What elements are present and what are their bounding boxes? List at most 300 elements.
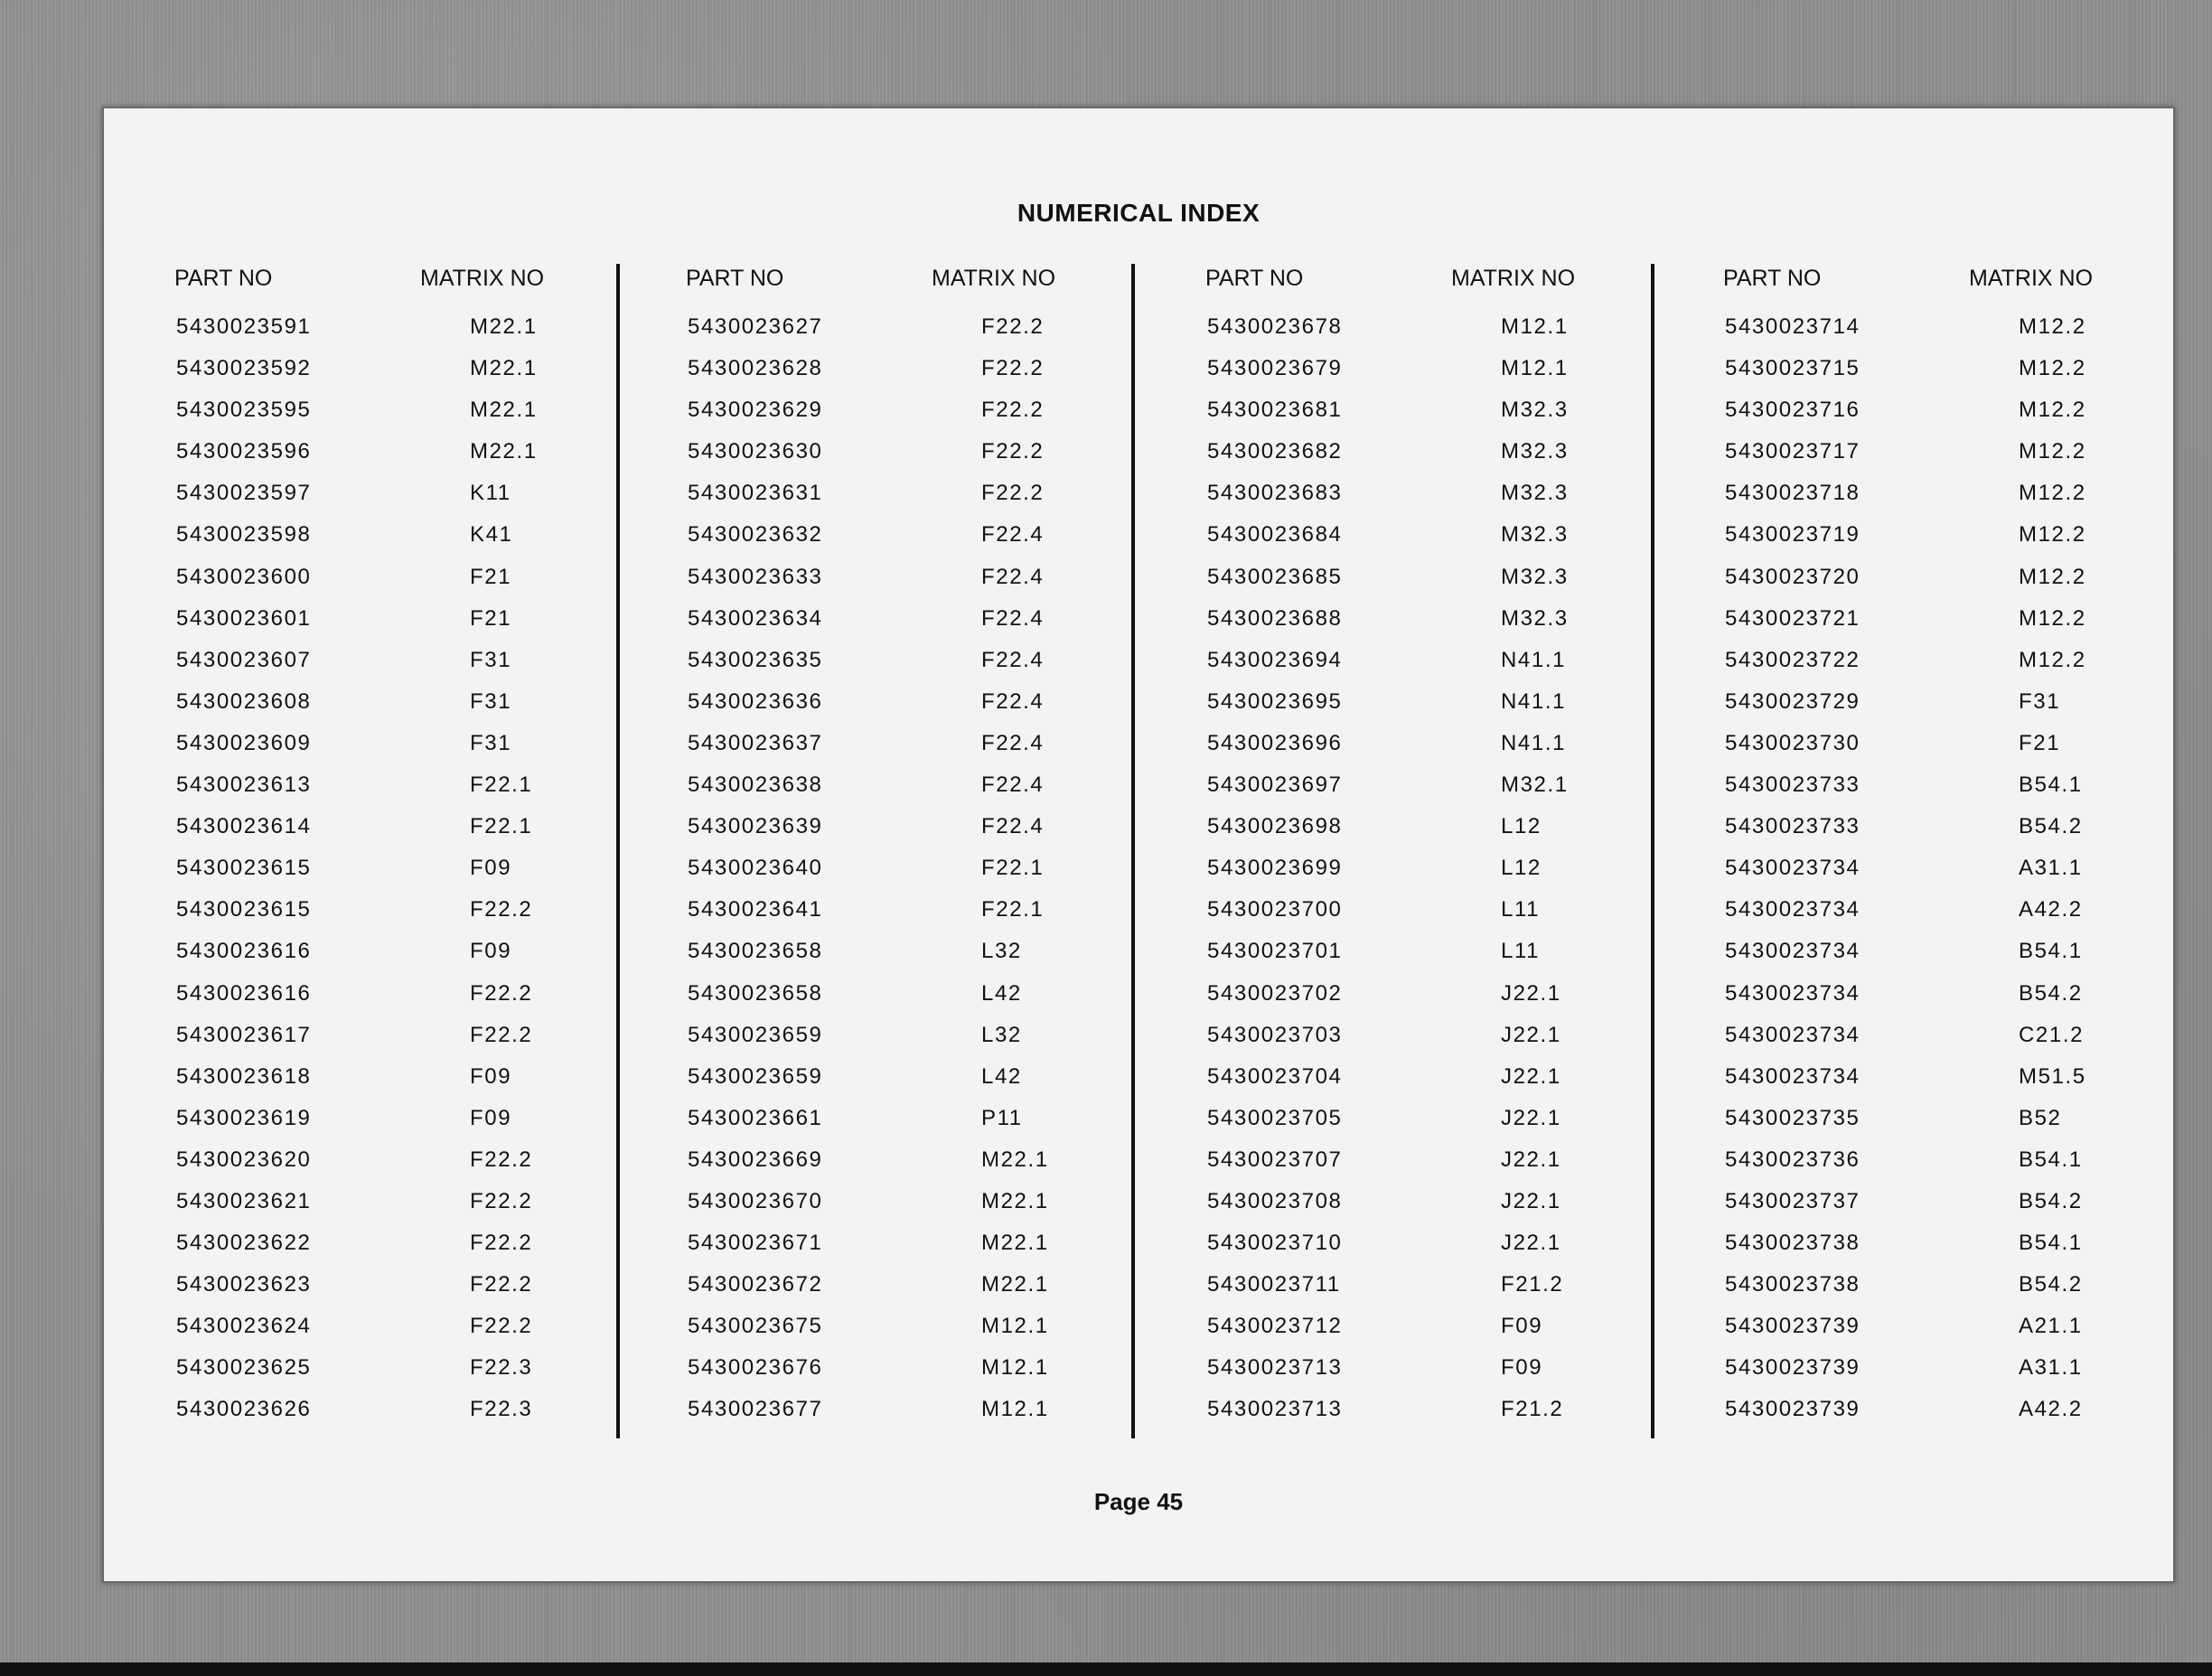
table-row — [1723, 1223, 2212, 1265]
scanner-edge — [0, 1662, 2212, 1676]
table-row — [1205, 473, 1711, 515]
table-row — [686, 932, 1192, 973]
table-row — [174, 890, 680, 932]
part-number: 5430023719 — [1725, 522, 1861, 548]
matrix-number: A21.1 — [2019, 1314, 2083, 1339]
table-row — [686, 1099, 1192, 1140]
table-row — [1723, 1140, 2212, 1182]
matrix-number: M12.1 — [1501, 356, 1569, 381]
part-number: 5430023629 — [688, 398, 823, 423]
table-row — [174, 1306, 680, 1348]
matrix-number: B54.1 — [2019, 1147, 2083, 1172]
table-row — [686, 974, 1192, 1016]
table-row — [1205, 515, 1711, 557]
matrix-number: F21.2 — [1501, 1272, 1564, 1297]
table-row — [1205, 724, 1711, 765]
part-number: 5430023707 — [1207, 1147, 1343, 1172]
part-number: 5430023697 — [1207, 772, 1343, 798]
table-row — [686, 1265, 1192, 1306]
matrix-number: A31.1 — [2019, 1355, 2083, 1381]
part-number: 5430023630 — [688, 439, 823, 464]
matrix-number: J22.1 — [1501, 1231, 1561, 1256]
matrix-number: F09 — [470, 1105, 512, 1130]
part-number: 5430023708 — [1207, 1188, 1343, 1213]
table-row — [1205, 848, 1711, 890]
table-row — [1723, 432, 2212, 473]
table-row — [1205, 1390, 1711, 1431]
part-number: 5430023734 — [1725, 856, 1861, 881]
table-row — [1723, 974, 2212, 1016]
part-number: 5430023734 — [1725, 980, 1861, 1006]
table-row — [174, 307, 680, 349]
matrix-number: M32.3 — [1501, 481, 1569, 506]
table-row — [174, 932, 680, 973]
matrix-number: F22.1 — [981, 856, 1045, 881]
part-number: 5430023669 — [688, 1147, 823, 1172]
part-number: 5430023675 — [688, 1314, 823, 1339]
table-row — [1723, 1057, 2212, 1099]
part-number: 5430023608 — [176, 688, 312, 714]
matrix-number: F09 — [1501, 1314, 1543, 1339]
part-number: 5430023596 — [176, 439, 312, 464]
matrix-number: M12.2 — [2019, 647, 2086, 672]
part-number: 5430023704 — [1207, 1063, 1343, 1089]
part-number: 5430023671 — [688, 1231, 823, 1256]
table-row — [1205, 1099, 1711, 1140]
table-row — [686, 1390, 1192, 1431]
matrix-number: F22.2 — [981, 314, 1045, 339]
table-row — [686, 848, 1192, 890]
table-row — [174, 599, 680, 641]
index-rows — [1205, 307, 1711, 1432]
matrix-number: F22.4 — [981, 772, 1045, 798]
part-number: 5430023712 — [1207, 1314, 1343, 1339]
part-number: 5430023625 — [176, 1355, 312, 1381]
table-row — [1205, 1016, 1711, 1057]
part-number: 5430023734 — [1725, 1022, 1861, 1047]
part-number: 5430023658 — [688, 980, 823, 1006]
table-row — [1723, 1099, 2212, 1140]
table-row — [174, 1016, 680, 1057]
matrix-number: L11 — [1501, 939, 1541, 964]
table-row — [1205, 974, 1711, 1016]
matrix-number: J22.1 — [1501, 1188, 1561, 1213]
part-number: 5430023713 — [1207, 1397, 1343, 1422]
matrix-number: M12.2 — [2019, 398, 2086, 423]
part-number: 5430023739 — [1725, 1397, 1861, 1422]
matrix-number: F22.4 — [981, 814, 1045, 839]
table-row — [686, 515, 1192, 557]
part-number: 5430023626 — [176, 1397, 312, 1422]
matrix-number: F09 — [1501, 1355, 1543, 1381]
part-number: 5430023681 — [1207, 398, 1343, 423]
part-number: 5430023622 — [176, 1231, 312, 1256]
table-row — [174, 349, 680, 390]
matrix-number: M22.1 — [981, 1272, 1049, 1297]
table-row — [174, 724, 680, 765]
table-row — [1723, 1348, 2212, 1390]
matrix-number: F21.2 — [1501, 1397, 1564, 1422]
matrix-no-header: MATRIX NO — [420, 266, 545, 291]
part-number: 5430023620 — [176, 1147, 312, 1172]
part-number: 5430023598 — [176, 522, 312, 548]
part-number: 5430023710 — [1207, 1231, 1343, 1256]
index-column-4 — [1723, 260, 2212, 1432]
table-row — [1723, 1182, 2212, 1223]
matrix-number: F31 — [2019, 688, 2061, 714]
part-number: 5430023640 — [688, 856, 823, 881]
part-number: 5430023637 — [688, 730, 823, 755]
part-number: 5430023711 — [1207, 1272, 1341, 1297]
matrix-no-header: MATRIX NO — [1451, 266, 1576, 291]
part-number: 5430023631 — [688, 481, 823, 506]
part-number: 5430023595 — [176, 398, 312, 423]
matrix-number: F09 — [470, 939, 512, 964]
table-row — [174, 515, 680, 557]
column-header — [1723, 260, 2212, 307]
table-row — [174, 1182, 680, 1223]
table-row — [174, 1099, 680, 1140]
table-row — [1205, 1057, 1711, 1099]
table-row — [686, 557, 1192, 599]
matrix-number: F22.2 — [470, 1272, 533, 1297]
part-number: 5430023705 — [1207, 1105, 1343, 1130]
part-number: 5430023609 — [176, 730, 312, 755]
table-row — [1205, 349, 1711, 390]
matrix-number: M12.2 — [2019, 356, 2086, 381]
table-row — [174, 682, 680, 724]
part-no-header: PART NO — [1205, 266, 1304, 291]
part-number: 5430023677 — [688, 1397, 823, 1422]
part-number: 5430023636 — [688, 688, 823, 714]
part-number: 5430023678 — [1207, 314, 1343, 339]
table-row — [1723, 1265, 2212, 1306]
table-row — [1723, 724, 2212, 765]
table-row — [1205, 1306, 1711, 1348]
table-row — [686, 307, 1192, 349]
document-page — [102, 107, 2175, 1583]
matrix-number: A42.2 — [2019, 1397, 2083, 1422]
table-row — [1205, 807, 1711, 848]
table-row — [686, 1016, 1192, 1057]
table-row — [1205, 1348, 1711, 1390]
matrix-number: B54.1 — [2019, 939, 2083, 964]
table-row — [686, 1306, 1192, 1348]
matrix-number: F31 — [470, 647, 512, 672]
matrix-number: B54.1 — [2019, 1231, 2083, 1256]
matrix-number: M32.3 — [1501, 522, 1569, 548]
matrix-number: M12.2 — [2019, 605, 2086, 631]
matrix-number: F22.2 — [470, 1231, 533, 1256]
table-row — [1205, 682, 1711, 724]
matrix-number: K11 — [470, 481, 511, 506]
column-divider — [1651, 264, 1654, 1438]
table-row — [174, 432, 680, 473]
part-number: 5430023661 — [688, 1105, 823, 1130]
matrix-number: M12.2 — [2019, 481, 2086, 506]
part-number: 5430023614 — [176, 814, 312, 839]
part-number: 5430023628 — [688, 356, 823, 381]
table-row — [1205, 1182, 1711, 1223]
table-row — [174, 473, 680, 515]
part-number: 5430023702 — [1207, 980, 1343, 1006]
table-row — [686, 390, 1192, 432]
matrix-number: J22.1 — [1501, 980, 1561, 1006]
table-row — [1205, 641, 1711, 682]
matrix-number: F09 — [470, 1063, 512, 1089]
part-number: 5430023635 — [688, 647, 823, 672]
table-row — [1205, 1265, 1711, 1306]
part-number: 5430023592 — [176, 356, 312, 381]
matrix-number: L42 — [981, 1063, 1022, 1089]
table-row — [1723, 1306, 2212, 1348]
table-row — [686, 1057, 1192, 1099]
table-row — [1723, 349, 2212, 390]
part-number: 5430023616 — [176, 939, 312, 964]
table-row — [686, 765, 1192, 807]
matrix-number: F22.3 — [470, 1397, 533, 1422]
matrix-number: F21 — [2019, 730, 2061, 755]
table-row — [1723, 1390, 2212, 1431]
matrix-number: M51.5 — [2019, 1063, 2086, 1089]
part-number: 5430023700 — [1207, 897, 1343, 922]
part-number: 5430023685 — [1207, 564, 1343, 589]
matrix-no-header: MATRIX NO — [932, 266, 1056, 291]
table-row — [686, 807, 1192, 848]
table-row — [686, 1348, 1192, 1390]
part-number: 5430023607 — [176, 647, 312, 672]
table-row — [686, 1182, 1192, 1223]
table-row — [174, 641, 680, 682]
matrix-number: J22.1 — [1501, 1147, 1561, 1172]
part-number: 5430023672 — [688, 1272, 823, 1297]
column-header — [686, 260, 1192, 307]
page-number: Page 45 — [1093, 1488, 1184, 1515]
table-row — [1723, 1016, 2212, 1057]
table-row — [686, 432, 1192, 473]
matrix-number: M22.1 — [470, 356, 538, 381]
table-row — [686, 682, 1192, 724]
matrix-number: M12.2 — [2019, 439, 2086, 464]
matrix-number: M22.1 — [470, 314, 538, 339]
part-number: 5430023601 — [176, 605, 312, 631]
part-number: 5430023618 — [176, 1063, 312, 1089]
part-number: 5430023682 — [1207, 439, 1343, 464]
matrix-number: F22.2 — [981, 439, 1045, 464]
matrix-number: N41.1 — [1501, 647, 1567, 672]
part-number: 5430023734 — [1725, 939, 1861, 964]
part-number: 5430023597 — [176, 481, 312, 506]
table-row — [686, 890, 1192, 932]
table-row — [174, 848, 680, 890]
index-column-1 — [174, 260, 680, 1432]
table-row — [686, 1140, 1192, 1182]
table-row — [174, 1140, 680, 1182]
matrix-number: M22.1 — [470, 439, 538, 464]
matrix-number: L32 — [981, 1022, 1022, 1047]
table-row — [686, 473, 1192, 515]
part-number: 5430023730 — [1725, 730, 1861, 755]
matrix-number: J22.1 — [1501, 1105, 1561, 1130]
table-row — [1723, 390, 2212, 432]
part-number: 5430023713 — [1207, 1355, 1343, 1381]
table-row — [1723, 557, 2212, 599]
table-row — [1205, 557, 1711, 599]
matrix-number: M32.3 — [1501, 398, 1569, 423]
matrix-number: F22.4 — [981, 605, 1045, 631]
matrix-number: F22.2 — [470, 1147, 533, 1172]
matrix-number: F22.4 — [981, 647, 1045, 672]
part-number: 5430023696 — [1207, 730, 1343, 755]
table-row — [1723, 515, 2212, 557]
part-number: 5430023624 — [176, 1314, 312, 1339]
table-row — [1205, 307, 1711, 349]
part-number: 5430023634 — [688, 605, 823, 631]
table-row — [174, 1057, 680, 1099]
matrix-number: M12.1 — [1501, 314, 1569, 339]
column-header — [1205, 260, 1711, 307]
index-column-2 — [686, 260, 1192, 1432]
table-row — [174, 557, 680, 599]
table-row — [686, 641, 1192, 682]
matrix-number: F21 — [470, 605, 512, 631]
page-title: NUMERICAL INDEX — [1017, 199, 1261, 227]
table-row — [1723, 641, 2212, 682]
table-row — [686, 724, 1192, 765]
column-divider — [1131, 264, 1135, 1438]
part-number: 5430023722 — [1725, 647, 1861, 672]
table-row — [1205, 432, 1711, 473]
table-row — [174, 1390, 680, 1431]
matrix-number: F22.2 — [470, 980, 533, 1006]
matrix-number: F22.4 — [981, 564, 1045, 589]
matrix-number: M12.2 — [2019, 314, 2086, 339]
part-number: 5430023714 — [1725, 314, 1861, 339]
matrix-number: M12.2 — [2019, 522, 2086, 548]
table-row — [1723, 890, 2212, 932]
part-number: 5430023701 — [1207, 939, 1343, 964]
matrix-number: M22.1 — [981, 1147, 1049, 1172]
matrix-number: J22.1 — [1501, 1022, 1561, 1047]
matrix-number: M12.1 — [981, 1314, 1049, 1339]
matrix-number: F22.2 — [470, 897, 533, 922]
part-number: 5430023627 — [688, 314, 823, 339]
index-column-3 — [1205, 260, 1711, 1432]
table-row — [1205, 1223, 1711, 1265]
matrix-number: F31 — [470, 688, 512, 714]
matrix-number: F22.2 — [981, 481, 1045, 506]
part-number: 5430023615 — [176, 856, 312, 881]
part-number: 5430023737 — [1725, 1188, 1861, 1213]
part-number: 5430023736 — [1725, 1147, 1861, 1172]
matrix-number: A31.1 — [2019, 856, 2083, 881]
matrix-number: M12.2 — [2019, 564, 2086, 589]
matrix-number: M22.1 — [981, 1231, 1049, 1256]
table-row — [1205, 765, 1711, 807]
table-row — [1723, 682, 2212, 724]
matrix-number: M32.1 — [1501, 772, 1569, 798]
part-number: 5430023715 — [1725, 356, 1861, 381]
matrix-number: N41.1 — [1501, 730, 1567, 755]
table-row — [1205, 1140, 1711, 1182]
matrix-no-header: MATRIX NO — [1969, 266, 2094, 291]
part-number: 5430023659 — [688, 1022, 823, 1047]
part-number: 5430023733 — [1725, 772, 1861, 798]
matrix-number: B54.2 — [2019, 814, 2083, 839]
matrix-number: L32 — [981, 939, 1022, 964]
matrix-number: L12 — [1501, 856, 1542, 881]
part-number: 5430023734 — [1725, 1063, 1861, 1089]
part-number: 5430023613 — [176, 772, 312, 798]
table-row — [174, 1348, 680, 1390]
matrix-number: F09 — [470, 856, 512, 881]
matrix-number: M32.3 — [1501, 605, 1569, 631]
part-number: 5430023703 — [1207, 1022, 1343, 1047]
matrix-number: M12.1 — [981, 1355, 1049, 1381]
matrix-number: F22.3 — [470, 1355, 533, 1381]
part-number: 5430023632 — [688, 522, 823, 548]
part-number: 5430023633 — [688, 564, 823, 589]
column-divider — [616, 264, 620, 1438]
part-no-header: PART NO — [1723, 266, 1822, 291]
matrix-number: C21.2 — [2019, 1022, 2085, 1047]
matrix-number: K41 — [470, 522, 513, 548]
part-number: 5430023734 — [1725, 897, 1861, 922]
matrix-number: B54.2 — [2019, 1188, 2083, 1213]
matrix-number: J22.1 — [1501, 1063, 1561, 1089]
matrix-number: B54.2 — [2019, 980, 2083, 1006]
matrix-number: F31 — [470, 730, 512, 755]
part-number: 5430023641 — [688, 897, 823, 922]
part-number: 5430023616 — [176, 980, 312, 1006]
table-row — [1723, 599, 2212, 641]
part-number: 5430023658 — [688, 939, 823, 964]
part-number: 5430023617 — [176, 1022, 312, 1047]
part-number: 5430023638 — [688, 772, 823, 798]
part-no-header: PART NO — [174, 266, 273, 291]
part-number: 5430023639 — [688, 814, 823, 839]
matrix-number: L12 — [1501, 814, 1542, 839]
part-number: 5430023670 — [688, 1188, 823, 1213]
table-row — [174, 974, 680, 1016]
matrix-number: L11 — [1501, 897, 1541, 922]
part-number: 5430023739 — [1725, 1314, 1861, 1339]
matrix-number: N41.1 — [1501, 688, 1567, 714]
index-rows — [174, 307, 680, 1432]
matrix-number: P11 — [981, 1105, 1023, 1130]
matrix-number: F22.1 — [470, 814, 533, 839]
matrix-number: F22.1 — [981, 897, 1045, 922]
table-row — [1723, 848, 2212, 890]
part-number: 5430023699 — [1207, 856, 1343, 881]
matrix-number: F21 — [470, 564, 512, 589]
part-number: 5430023600 — [176, 564, 312, 589]
part-number: 5430023717 — [1725, 439, 1861, 464]
part-number: 5430023739 — [1725, 1355, 1861, 1381]
table-row — [1205, 599, 1711, 641]
part-number: 5430023718 — [1725, 481, 1861, 506]
part-number: 5430023676 — [688, 1355, 823, 1381]
part-number: 5430023623 — [176, 1272, 312, 1297]
matrix-number: A42.2 — [2019, 897, 2083, 922]
part-number: 5430023684 — [1207, 522, 1343, 548]
matrix-number: F22.4 — [981, 688, 1045, 714]
matrix-number: F22.1 — [470, 772, 533, 798]
table-row — [1723, 807, 2212, 848]
table-row — [686, 349, 1192, 390]
part-number: 5430023735 — [1725, 1105, 1861, 1130]
matrix-number: F22.4 — [981, 522, 1045, 548]
